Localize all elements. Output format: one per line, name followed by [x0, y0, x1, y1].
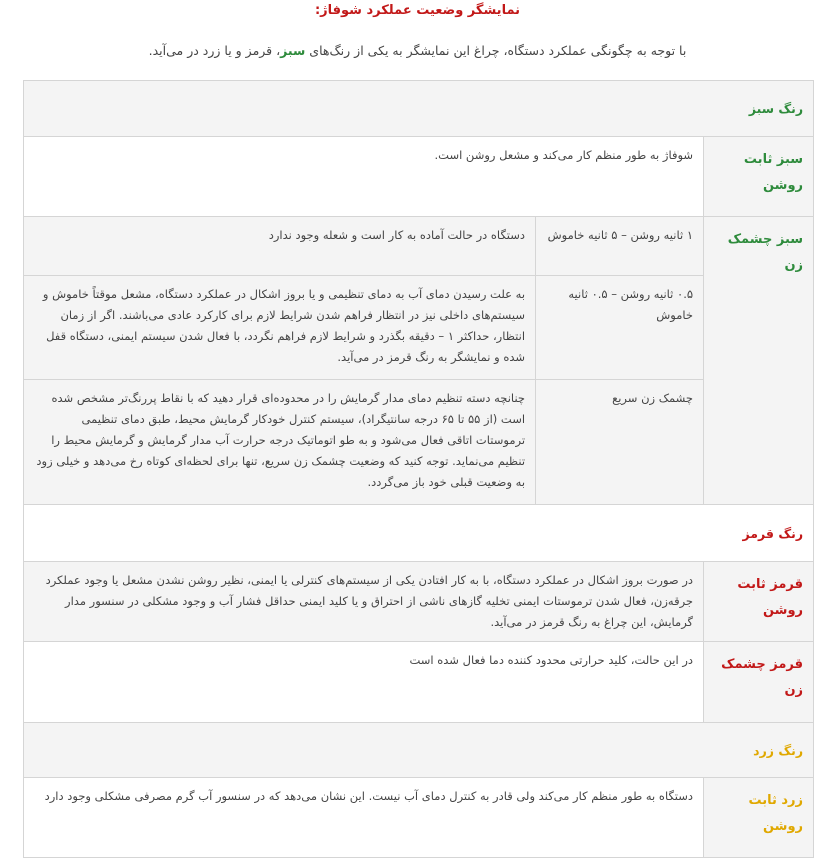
green-header-row	[24, 81, 814, 137]
red-header: رنگ قرمز	[24, 505, 814, 562]
green-steady-row	[24, 137, 814, 217]
yellow-header: رنگ زرد	[24, 723, 814, 778]
intro-green-word: سبز	[280, 43, 306, 58]
green-header: رنگ سبز	[24, 81, 814, 137]
page-title: نمایشگر وضعیت عملکرد شوفاژ:	[314, 3, 521, 18]
green-blink-desc-2: به علت رسیدن دمای آب به دمای تنظیمی و یا بروز اشکال در عملکرد دستگاه، مشعل موقتاً خاموش و سیستم‌های داخلی نیز در انتظار فراهم شدن شرایط لازم برای کارکرد عادی می‌باشند. اگر از زمان انتظار، حداکثر ۱ – دقیقه بگذرد و شرایط لازم فراهم نگردد، با فعال شدن سیستم ایمنی، دستگاه قفل شده و نمایشگر به رنگ قرمز در می‌آید.	[24, 276, 536, 380]
red-blink-label: قرمز چشمک زن	[704, 642, 814, 723]
yellow-steady-label: زرد ثابت روشن	[704, 778, 814, 858]
green-blink-timing-1: ۱ ثانیه روشن – ۵ ثانیه خاموش	[536, 217, 704, 276]
red-steady-desc: در صورت بروز اشکال در عملکرد دستگاه، با به کار افتادن یکی از سیستم‌های کنترلی یا ایمنی، نظیر روشن نشدن مشعل یا وجود عملکرد جرقه‌زن، فعال شدن ترموستات ایمنی تخلیه گازهای ناشی از احتراق و یا کلید ایمنی حداقل فشار آب و وجود مشکلی در سنسور مدار گرمایش، این چراغ به رنگ قرمز در می‌آید.	[24, 562, 704, 642]
green-blink-desc-1: دستگاه در حالت آماده به کار است و شعله وجود ندارد	[24, 217, 536, 276]
green-blink-label: سبز چشمک زن	[704, 217, 814, 505]
red-steady-row	[24, 562, 814, 642]
yellow-steady-row	[24, 778, 814, 858]
intro-before: با توجه به چگونگی عملکرد دستگاه، چراغ این نمایشگر به یکی از رنگ‌های	[305, 43, 687, 58]
yellow-steady-desc: دستگاه به طور منظم کار می‌کند ولی قادر به کنترل دمای آب نیست. این نشان می‌دهد که در سنسور آب گرم مصرفی مشکلی وجود دارد	[24, 778, 704, 858]
green-steady-desc: شوفاژ به طور منظم کار می‌کند و مشعل روشن است.	[24, 137, 704, 217]
green-blink-row-2	[24, 276, 814, 380]
red-blink-row	[24, 642, 814, 723]
red-steady-label: قرمز ثابت روشن	[704, 562, 814, 642]
intro-text	[40, 43, 795, 58]
green-blink-row-1	[24, 217, 814, 276]
green-blink-timing-3: چشمک زن سریع	[536, 380, 704, 505]
green-blink-row-3	[24, 380, 814, 505]
yellow-header-row	[24, 723, 814, 778]
status-table	[23, 80, 814, 858]
green-blink-timing-2: ۰.۵ ثانیه روشن – ۰.۵ ثانیه خاموش	[536, 276, 704, 380]
red-header-row	[24, 505, 814, 562]
red-blink-desc: در این حالت، کلید حرارتی محدود کننده دما فعال شده است	[24, 642, 704, 723]
green-steady-label: سبز ثابت روشن	[704, 137, 814, 217]
green-blink-desc-3: چنانچه دسته تنظیم دمای مدار گرمایش را در محدوده‌ای قرار دهید که با نقاط پررنگ‌تر مشخص شده است (از ۵۵ تا ۶۵ درجه سانتیگراد)، سیستم کنترل خودکار گرمایش محیط، طبق دمای تنظیمی ترموستات اتاقی فعال می‌شود و به طو اتوماتیک درجه حرارت آب مدار گرمایش و گرمایش محیط را تنظیم می‌نماید. توجه کنید که وضعیت چشمک زن سریع، تنها برای لحظه‌ای کوتاه رخ می‌دهد و خیلی زود به وضعیت قبلی خود باز می‌گردد.	[24, 380, 536, 505]
intro-after: ، قرمز و یا زرد در می‌آید.	[148, 43, 281, 58]
